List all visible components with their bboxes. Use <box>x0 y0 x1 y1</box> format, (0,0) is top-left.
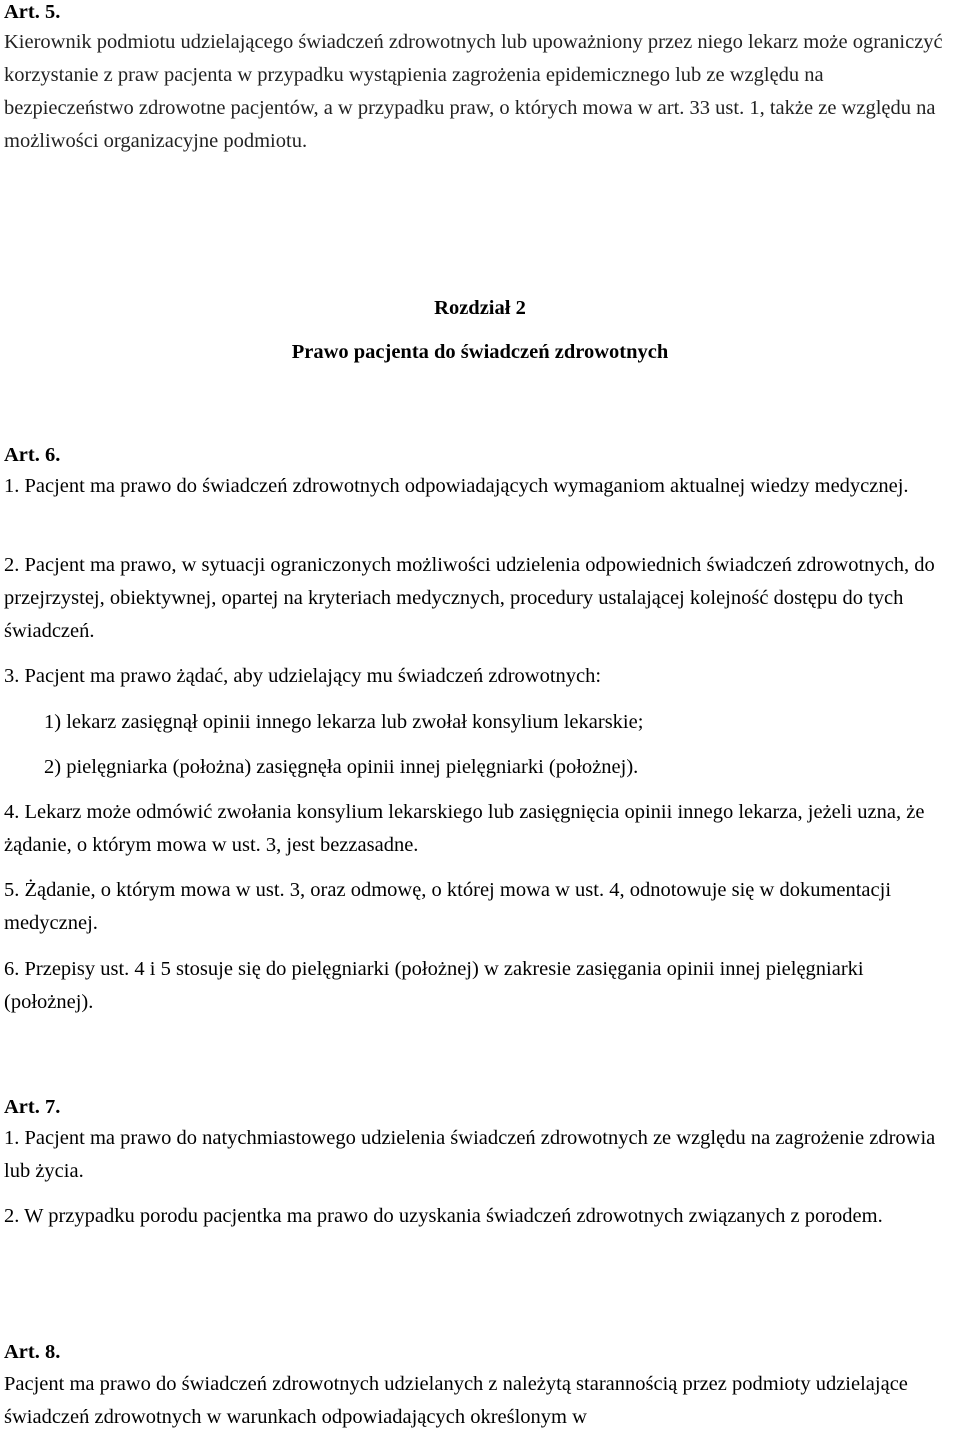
article-6-paragraph-3-item-2: 2) pielęgniarka (położna) zasięgnęła opinii innej pielęgniarki (położnej). <box>44 756 639 778</box>
article-8-text: Pacjent ma prawo do świadczeń zdrowotnych udzielanych z należytą starannością przez podmioty udzielające świadczeń zdrowotnych w warunkach odpowiadających określonym w <box>4 1373 908 1428</box>
article-8-heading: Art. 8. <box>4 1341 61 1363</box>
article-5-text: Kierownik podmiotu udzielającego świadczeń zdrowotnych lub upoważniony przez niego lekarz może ograniczyć korzystanie z praw pacjenta w przypadku wystąpienia zagrożenia epidemicznego lub ze względu na bezpieczeństwo zdrowotne pacjentów, a w przypadku praw, o których mowa w art. 33 ust. 1, także ze względu na możliwości organizacyjne podmiotu. <box>4 31 943 152</box>
article-7-paragraph-1: 1. Pacjent ma prawo do natychmiastowego udzielenia świadczeń zdrowotnych ze względu na zagrożenie zdrowia lub życia. <box>4 1127 936 1182</box>
chapter-title: Prawo pacjenta do świadczeń zdrowotnych <box>291 341 669 363</box>
article-6-paragraph-1: 1. Pacjent ma prawo do świadczeń zdrowotnych odpowiadających wymaganiom aktualnej wiedzy medycznej. <box>4 475 909 497</box>
article-5-heading: Art. 5. <box>4 1 61 23</box>
article-6-heading: Art. 6. <box>4 444 61 466</box>
article-6-paragraph-3-item-1: 1) lekarz zasięgnął opinii innego lekarza lub zwołał konsylium lekarskie; <box>44 711 644 733</box>
article-6-paragraph-2: 2. Pacjent ma prawo, w sytuacji ograniczonych możliwości udzielenia odpowiednich świadczeń zdrowotnych, do przejrzystej, obiektywnej, opartej na kryteriach medycznych, procedury ustalającej kolejność dostępu do tych świadczeń. <box>4 554 935 642</box>
article-6-paragraph-4: 4. Lekarz może odmówić zwołania konsylium lekarskiego lub zasięgnięcia opinii innego lekarza, jeżeli uzna, że żądanie, o którym mowa w ust. 3, jest bezzasadne. <box>4 801 925 856</box>
article-6-paragraph-6: 6. Przepisy ust. 4 i 5 stosuje się do pielęgniarki (położnej) w zakresie zasięgania opinii innej pielęgniarki (położnej). <box>4 958 864 1013</box>
article-6-paragraph-5: 5. Żądanie, o którym mowa w ust. 3, oraz odmowę, o której mowa w ust. 4, odnotowuje się w dokumentacji medycznej. <box>4 879 892 934</box>
article-7-heading: Art. 7. <box>4 1096 61 1118</box>
chapter-number: Rozdział 2 <box>434 297 526 319</box>
article-6-paragraph-3: 3. Pacjent ma prawo żądać, aby udzielający mu świadczeń zdrowotnych: <box>4 665 602 687</box>
article-7-paragraph-2: 2. W przypadku porodu pacjentka ma prawo do uzyskania świadczeń zdrowotnych związanych z porodem. <box>4 1205 883 1227</box>
